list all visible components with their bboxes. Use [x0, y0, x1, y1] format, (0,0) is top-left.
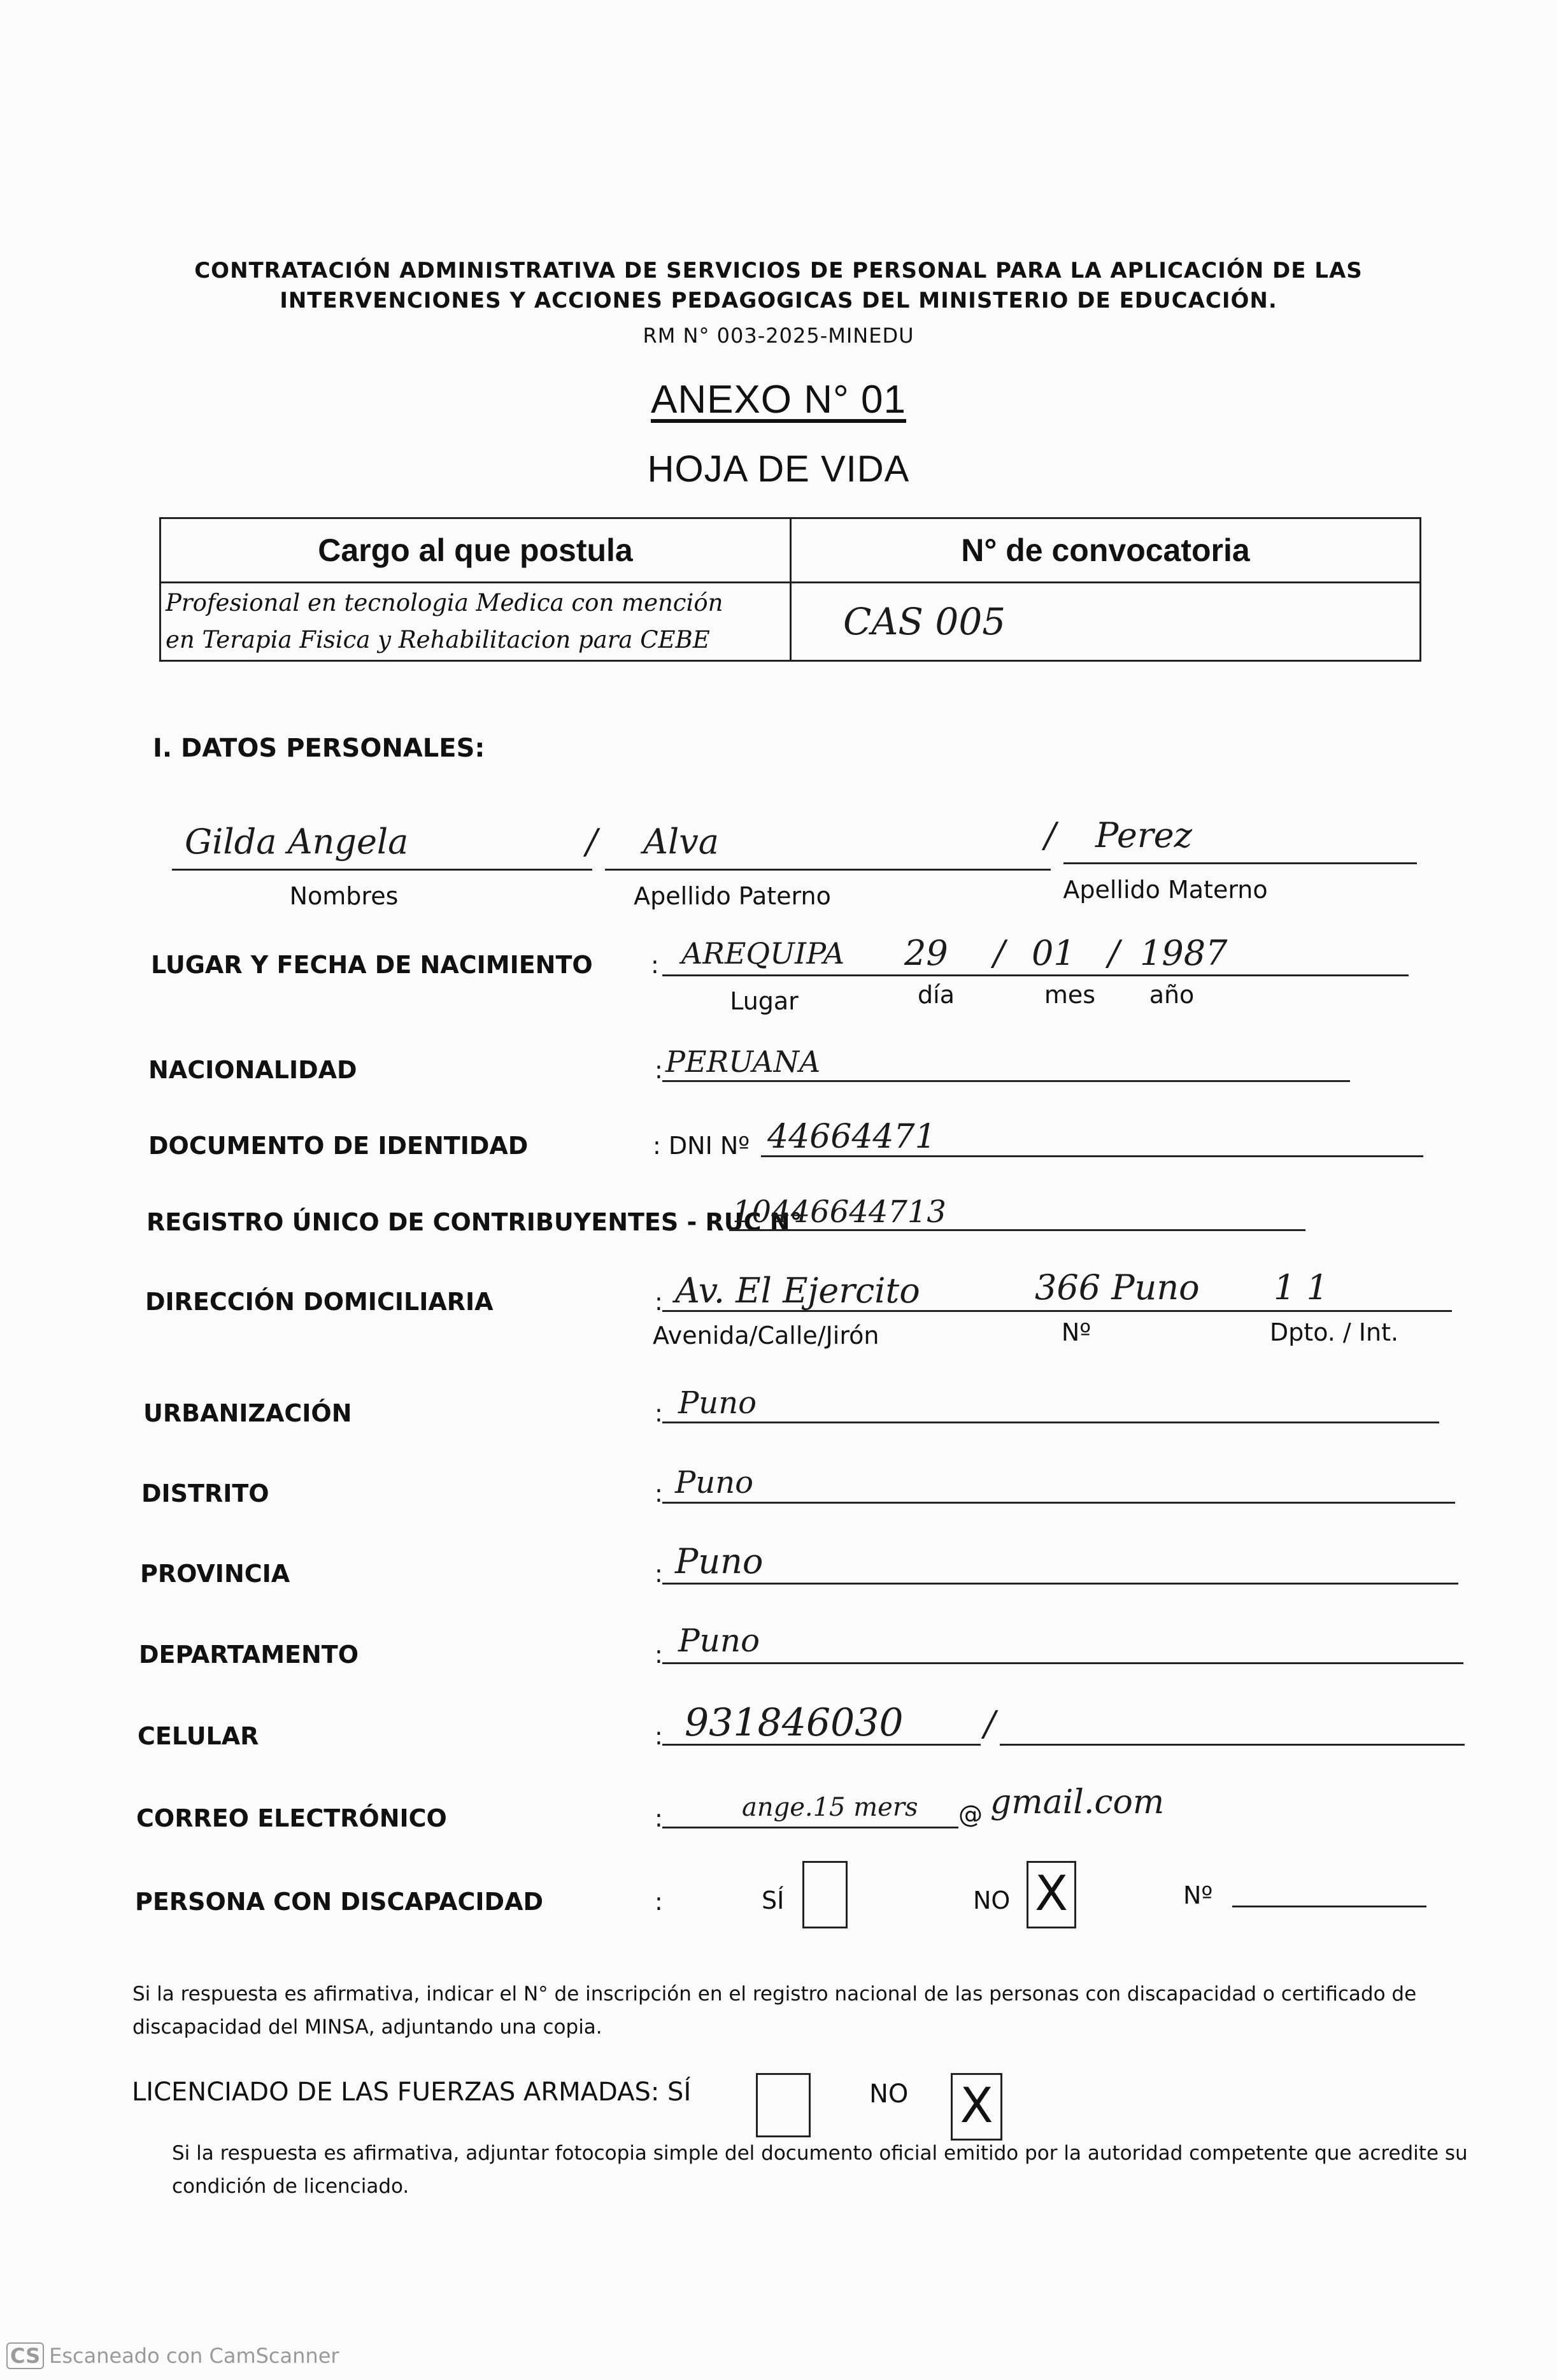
- dni-underline: [761, 1155, 1423, 1157]
- direccion-value[interactable]: Av. El Ejercito: [675, 1271, 920, 1311]
- provincia-colon: :: [655, 1560, 663, 1588]
- ruc-value[interactable]: 10446644713: [732, 1194, 946, 1230]
- hoja-de-vida-title: HOJA DE VIDA: [647, 448, 910, 490]
- nacionalidad-underline: [662, 1080, 1350, 1082]
- nombres-underline: [172, 869, 592, 871]
- lugar-caption: Lugar: [730, 987, 799, 1015]
- paterno-underline: [605, 869, 1051, 871]
- celular-underline: [662, 1744, 981, 1746]
- ffaa-no-mark: X: [960, 2077, 993, 2134]
- lugar-underline: [662, 974, 1409, 976]
- convocatoria-cell[interactable]: [791, 583, 1421, 661]
- cargo-value-line-2: en Terapia Fisica y Rehabilitacion para CEBE: [166, 626, 710, 653]
- correo-label: CORREO ELECTRÓNICO: [136, 1804, 447, 1832]
- name-separator-1: /: [586, 822, 598, 862]
- nombres-caption: Nombres: [289, 882, 399, 910]
- correo-domain-value[interactable]: gmail.com: [990, 1783, 1165, 1821]
- fecha-sep-2: /: [1108, 933, 1120, 973]
- dpto-caption: Dpto. / Int.: [1269, 1318, 1399, 1346]
- camscanner-watermark: [6, 2342, 339, 2369]
- celular-separator: /: [984, 1704, 996, 1744]
- disc-num-label: Nº: [1183, 1881, 1213, 1909]
- materno-value[interactable]: Perez: [1095, 815, 1193, 855]
- ffaa-note-line-2: condición de licenciado.: [172, 2175, 409, 2198]
- disc-no-checkbox[interactable]: [1027, 1861, 1076, 1928]
- numero-value[interactable]: 366 Puno: [1035, 1267, 1200, 1308]
- departamento-colon: :: [655, 1641, 663, 1669]
- camscanner-logo-icon: CS: [6, 2342, 44, 2369]
- numero-caption: Nº: [1061, 1318, 1091, 1346]
- dia-caption: día: [918, 981, 955, 1009]
- convocatoria-value: CAS 005: [843, 600, 1006, 643]
- mes-value[interactable]: 01: [1032, 933, 1076, 973]
- departamento-label: DEPARTAMENTO: [139, 1641, 359, 1669]
- disc-si-label: SÍ: [762, 1886, 785, 1914]
- celular-label: CELULAR: [138, 1722, 259, 1750]
- camscanner-text: Escaneado con CamScanner: [49, 2344, 339, 2368]
- header-rm: RM N° 003-2025-MINEDU: [643, 324, 914, 348]
- cargo-header: Cargo al que postula: [160, 518, 791, 583]
- celular-2-underline: [1000, 1744, 1465, 1746]
- ffaa-note: [172, 2137, 1528, 2203]
- celular-value[interactable]: 931846030: [685, 1700, 904, 1745]
- disc-no-mark: X: [1034, 1865, 1069, 1921]
- dpto-value[interactable]: 1 1: [1274, 1267, 1328, 1308]
- distrito-underline: [662, 1502, 1455, 1504]
- urbanizacion-colon: :: [655, 1399, 663, 1427]
- anio-caption: año: [1149, 981, 1195, 1009]
- section-title: I. DATOS PERSONALES:: [153, 734, 485, 763]
- paterno-value[interactable]: Alva: [643, 822, 719, 862]
- lugar-label: LUGAR Y FECHA DE NACIMIENTO: [151, 951, 593, 979]
- anexo-title: ANEXO N° 01: [650, 378, 907, 422]
- provincia-underline: [662, 1583, 1458, 1585]
- provincia-label: PROVINCIA: [140, 1560, 290, 1588]
- paterno-caption: Apellido Paterno: [634, 882, 831, 910]
- dia-value[interactable]: 29: [904, 933, 948, 973]
- mes-caption: mes: [1044, 981, 1096, 1009]
- dni-value[interactable]: 44664471: [767, 1118, 936, 1156]
- disc-no-label: NO: [973, 1886, 1011, 1914]
- disc-num-underline: [1232, 1906, 1426, 1907]
- materno-caption: Apellido Materno: [1063, 876, 1268, 904]
- correo-user-value[interactable]: ange.15 mers: [742, 1793, 918, 1822]
- discapacidad-label: PERSONA CON DISCAPACIDAD: [135, 1888, 544, 1916]
- departamento-underline: [662, 1662, 1463, 1664]
- materno-underline: [1063, 862, 1417, 864]
- disc-note-line-2: discapacidad del MINSA, adjuntando una copia.: [132, 2016, 602, 2039]
- provincia-value[interactable]: Puno: [675, 1541, 764, 1581]
- direccion-label: DIRECCIÓN DOMICILIARIA: [145, 1288, 494, 1316]
- convocatoria-header: N° de convocatoria: [791, 518, 1421, 583]
- ffaa-label: LICENCIADO DE LAS FUERZAS ARMADAS: SÍ: [132, 2077, 692, 2107]
- disc-note-line-1: Si la respuesta es afirmativa, indicar el N° de inscripción en el registro nacional de las personas con discapacidad o certificado de: [132, 1983, 1417, 2006]
- direccion-underline: [662, 1310, 1452, 1312]
- cargo-cell[interactable]: [160, 583, 791, 661]
- direccion-colon: :: [655, 1288, 663, 1316]
- disc-si-checkbox[interactable]: [802, 1861, 848, 1928]
- lugar-colon: :: [651, 951, 659, 979]
- nacionalidad-colon: :: [655, 1056, 663, 1084]
- urbanizacion-value[interactable]: Puno: [678, 1385, 757, 1421]
- correo-colon: :: [655, 1804, 663, 1832]
- ffaa-no-label: NO: [869, 2079, 909, 2109]
- ffaa-no-checkbox[interactable]: [951, 2073, 1002, 2141]
- ffaa-si-checkbox[interactable]: [756, 2073, 811, 2137]
- nacionalidad-value[interactable]: PERUANA: [665, 1044, 821, 1079]
- nombres-value[interactable]: Gilda Angela: [185, 822, 409, 862]
- discapacidad-note: [132, 1977, 1470, 2044]
- header-line-2: INTERVENCIONES Y ACCIONES PEDAGOGICAS DEL MINISTERIO DE EDUCACIÓN.: [280, 288, 1277, 313]
- documento-label: DOCUMENTO DE IDENTIDAD: [148, 1132, 529, 1160]
- distrito-value[interactable]: Puno: [675, 1465, 754, 1500]
- cargo-value-line-1: Profesional en tecnologia Medica con mención: [166, 589, 723, 616]
- distrito-label: DISTRITO: [141, 1479, 269, 1507]
- via-caption: Avenida/Calle/Jirón: [653, 1322, 879, 1350]
- lugar-value[interactable]: AREQUIPA: [681, 936, 845, 971]
- ruc-label: REGISTRO ÚNICO DE CONTRIBUYENTES - RUC N°: [146, 1208, 802, 1236]
- nacionalidad-label: NACIONALIDAD: [148, 1056, 357, 1084]
- correo-underline: [662, 1827, 958, 1828]
- fecha-sep-1: /: [993, 933, 1006, 973]
- name-separator-2: /: [1044, 815, 1056, 855]
- discapacidad-colon: :: [655, 1888, 663, 1916]
- correo-at: @: [958, 1800, 983, 1828]
- departamento-value[interactable]: Puno: [678, 1622, 760, 1659]
- distrito-colon: :: [655, 1479, 663, 1507]
- urbanizacion-underline: [662, 1422, 1439, 1423]
- ffaa-note-line-1: Si la respuesta es afirmativa, adjuntar fotocopia simple del documento oficial emitido por la autoridad competente que acredite su: [172, 2142, 1468, 2165]
- anio-value[interactable]: 1987: [1140, 933, 1228, 973]
- ruc-underline: [729, 1229, 1305, 1231]
- urbanizacion-label: URBANIZACIÓN: [143, 1399, 352, 1427]
- dni-prefix: : DNI Nº: [653, 1132, 750, 1160]
- celular-colon: :: [655, 1722, 663, 1750]
- post-table: [159, 517, 1421, 662]
- header-line-1: CONTRATACIÓN ADMINISTRATIVA DE SERVICIOS DE PERSONAL PARA LA APLICACIÓN DE LAS: [194, 258, 1363, 283]
